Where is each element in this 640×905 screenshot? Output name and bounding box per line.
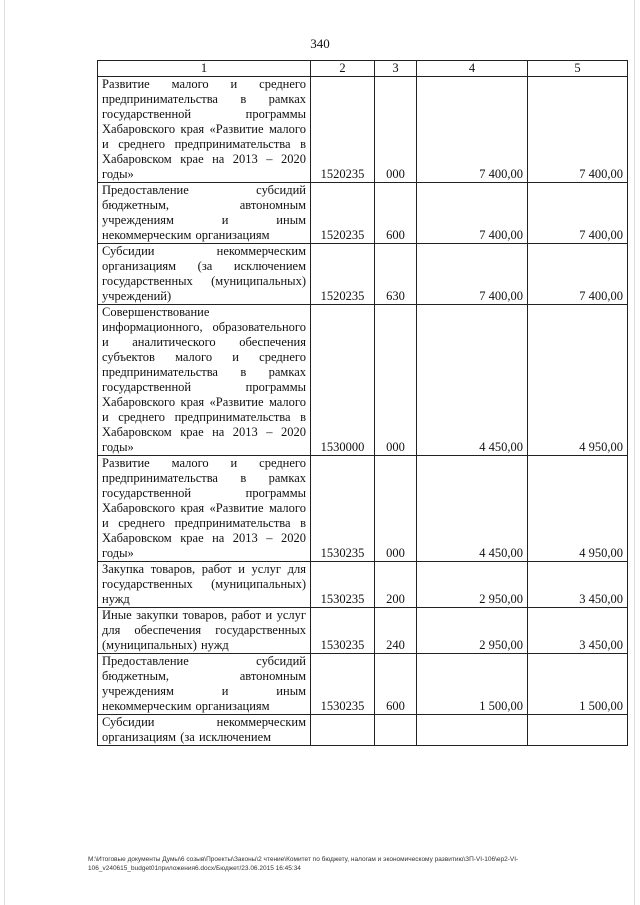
row-name: Развитие малого и среднего предпринимательства в рамках государственной программы Хабаровского края «Развитие малого и среднего предпринимательства в Хабаровском крае на 2013 – 2020 годы» xyxy=(98,77,311,183)
row-amount2: 7 400,00 xyxy=(528,183,628,244)
row-amount2: 3 450,00 xyxy=(528,608,628,654)
row-type: 600 xyxy=(375,183,417,244)
row-name: Предоставление субсидий бюджетным, автономным учреждениям и иным некоммерческим организациям xyxy=(98,654,311,715)
row-code: 1530235 xyxy=(311,654,375,715)
row-name: Субсидии некоммерческим организациям (за исключением xyxy=(98,715,311,746)
table-row xyxy=(98,244,628,305)
row-name: Развитие малого и среднего предпринимательства в рамках государственной программы Хабаровского края «Развитие малого и среднего предпринимательства в Хабаровском крае на 2013 – 2020 годы» xyxy=(98,456,311,562)
page-number: 340 xyxy=(310,36,330,51)
row-type: 200 xyxy=(375,562,417,608)
table-row xyxy=(98,305,628,456)
row-amount1: 7 400,00 xyxy=(417,244,528,305)
table-row xyxy=(98,562,628,608)
file-path-footer: M:\Итоговые документы Думы\6 созыв\Проекты\Законы\2 чтение\Комитет по бюджету, налогам и экономическому развитию\ЗП-VI-106\ep2-VI-106_v240615_budget01приложения6.docx/Бюджет/23.06.2015 16:45:34 xyxy=(88,856,519,872)
row-amount2: 4 950,00 xyxy=(528,305,628,456)
budget-table xyxy=(97,60,628,746)
row-amount2 xyxy=(528,715,628,746)
row-name: Предоставление субсидий бюджетным, автономным учреждениям и иным некоммерческим организациям xyxy=(98,183,311,244)
row-name: Субсидии некоммерческим организациям (за исключением государственных (муниципальных) учреждений) xyxy=(98,244,311,305)
table-row xyxy=(98,608,628,654)
table-row xyxy=(98,456,628,562)
row-type: 000 xyxy=(375,305,417,456)
row-code: 1530000 xyxy=(311,305,375,456)
row-type: 000 xyxy=(375,77,417,183)
row-name: Закупка товаров, работ и услуг для государственных (муниципальных) нужд xyxy=(98,562,311,608)
row-code: 1530235 xyxy=(311,608,375,654)
row-amount2: 3 450,00 xyxy=(528,562,628,608)
row-amount1: 7 400,00 xyxy=(417,77,528,183)
table-row xyxy=(98,715,628,746)
row-amount2: 7 400,00 xyxy=(528,244,628,305)
row-amount1: 4 450,00 xyxy=(417,456,528,562)
row-code: 1520235 xyxy=(311,77,375,183)
col-header-amount2: 5 xyxy=(528,61,628,77)
row-amount2: 4 950,00 xyxy=(528,456,628,562)
row-name: Иные закупки товаров, работ и услуг для обеспечения государственных (муниципальных) нужд xyxy=(98,608,311,654)
table-row xyxy=(98,654,628,715)
row-amount1: 4 450,00 xyxy=(417,305,528,456)
row-amount1: 2 950,00 xyxy=(417,562,528,608)
row-name: Совершенствование информационного, образовательного и аналитического обеспечения субъектов малого и среднего предпринимательства в рамках государственной программы Хабаровского края «Развитие малого и среднего предпринимательства в Хабаровском крае на 2013 – 2020 годы» xyxy=(98,305,311,456)
left-binding-edge xyxy=(4,0,5,905)
table-row xyxy=(98,77,628,183)
table-row xyxy=(98,183,628,244)
row-amount2: 7 400,00 xyxy=(528,77,628,183)
row-amount1: 1 500,00 xyxy=(417,654,528,715)
col-header-amount1: 4 xyxy=(417,61,528,77)
col-header-code: 2 xyxy=(311,61,375,77)
right-binding-edge xyxy=(634,0,635,905)
row-amount1: 2 950,00 xyxy=(417,608,528,654)
table-header-row xyxy=(98,61,628,77)
row-code: 1530235 xyxy=(311,456,375,562)
row-code xyxy=(311,715,375,746)
row-type: 240 xyxy=(375,608,417,654)
row-amount1 xyxy=(417,715,528,746)
row-amount1: 7 400,00 xyxy=(417,183,528,244)
row-type xyxy=(375,715,417,746)
row-code: 1530235 xyxy=(311,562,375,608)
col-header-name: 1 xyxy=(98,61,311,77)
col-header-type: 3 xyxy=(375,61,417,77)
row-code: 1520235 xyxy=(311,183,375,244)
row-type: 600 xyxy=(375,654,417,715)
row-type: 630 xyxy=(375,244,417,305)
row-type: 000 xyxy=(375,456,417,562)
row-code: 1520235 xyxy=(311,244,375,305)
row-amount2: 1 500,00 xyxy=(528,654,628,715)
